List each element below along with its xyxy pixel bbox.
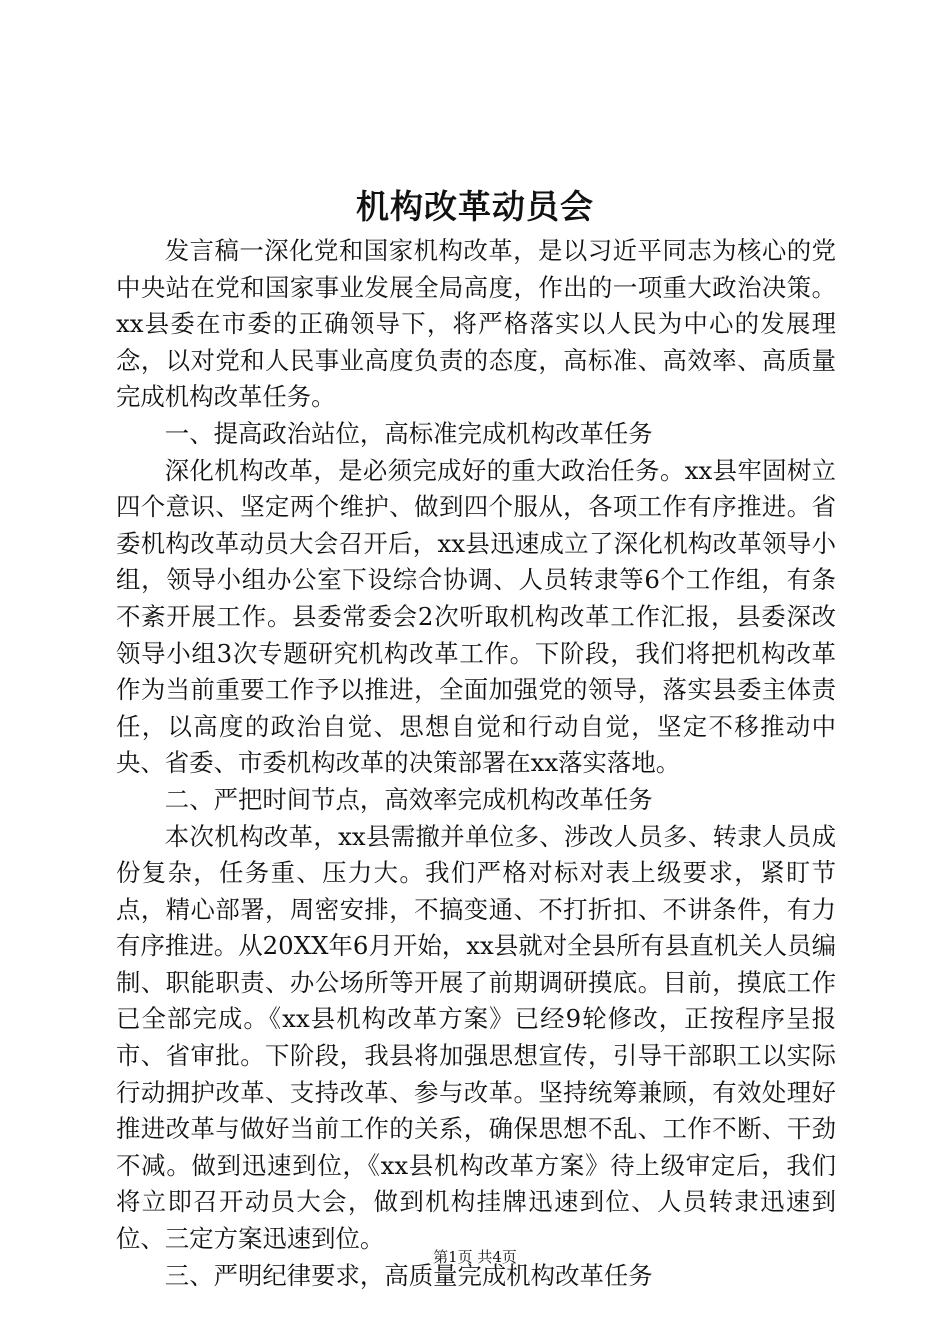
page-number-footer: 第1页 共4页 bbox=[433, 1248, 517, 1266]
section-heading-2: 二、严把时间节点，高效率完成机构改革任务 bbox=[164, 784, 653, 814]
paragraph-section-2: 本次机构改革，xx县需撤并单位多、涉改人员多、转隶人员成份复杂，任务重、压力大。我们严格对标对表上级要求，紧盯节点，精心部署，周密安排，不搞变通、不打折扣、不讲条件，有力有序推进。从20XX年6月开始，xx县就对全县所有县直机关人员编制、职能职责、办公场所等开展了前期调研摸底。目前，摸底工作已全部完成。《xx县机构改革方案》已经9轮修改，正按程序呈报市、省审批。下阶段，我县将加强思想宣传，引导干部职工以实际行动拥护改革、支持改革、参与改革。坚持统筹兼顾，有效处理好推进改革与做好当前工作的关系，确保思想不乱、工作不断、干劲不减。做到迅速到位，《xx县机构改革方案》待上级审定后，我们将立即召开动员大会，做到机构挂牌迅速到位、人员转隶迅速到位、三定方案迅速到位。 bbox=[116, 821, 836, 1254]
section-heading-1: 一、提高政治站位，高标准完成机构改革任务 bbox=[164, 418, 653, 448]
document-body bbox=[116, 233, 836, 1294]
paragraph-section-1: 深化机构改革，是必须完成好的重大政治任务。xx县牢固树立四个意识、坚定两个维护、做到四个服从，各项工作有序推进。省委机构改革动员大会召开后，xx县迅速成立了深化机构改革领导小组，领导小组办公室下设综合协调、人员转隶等6个工作组，有条不紊开展工作。县委常委会2次听取机构改革工作汇报，县委深改领导小组3次专题研究机构改革工作。下阶段，我们将把机构改革作为当前重要工作予以推进，全面加强党的领导，落实县委主体责任，以高度的政治自觉、思想自觉和行动自觉，坚定不移推动中央、省委、市委机构改革的决策部署在xx落实落地。 bbox=[116, 455, 836, 778]
document-title: 机构改革动员会 bbox=[356, 187, 594, 226]
paragraph-intro: 发言稿一深化党和国家机构改革，是以习近平同志为核心的党中央站在党和国家事业发展全局高度，作出的一项重大政治决策。xx县委在市委的正确领导下，将严格落实以人民为中心的发展理念，以对党和人民事业高度负责的态度，高标准、高效率、高质量完成机构改革任务。 bbox=[116, 236, 836, 412]
section-heading-3: 三、严明纪律要求，高质量完成机构改革任务 bbox=[164, 1260, 653, 1290]
